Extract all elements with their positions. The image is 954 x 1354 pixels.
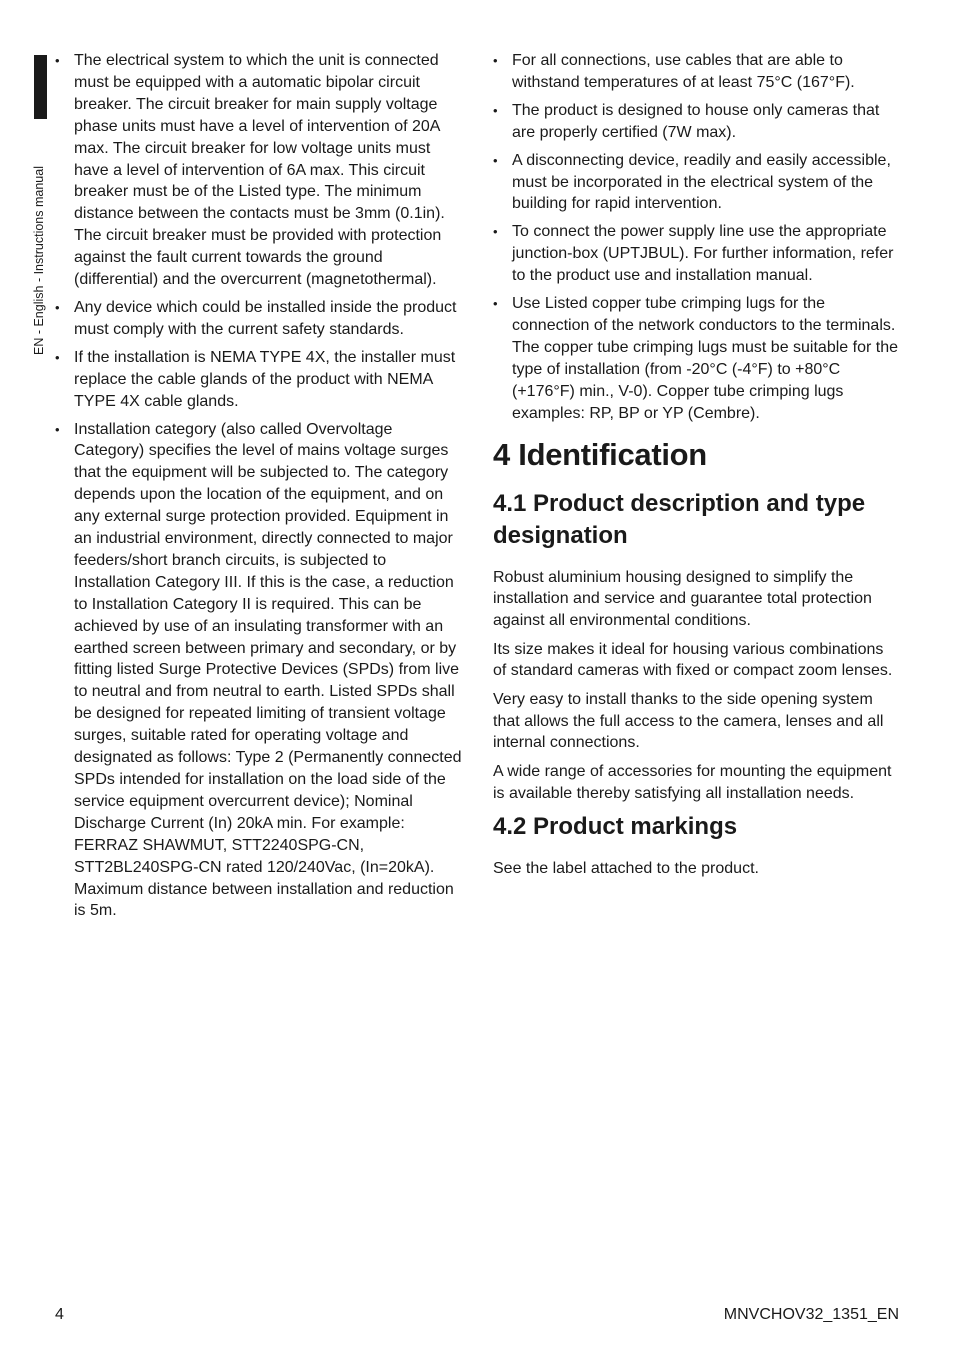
paragraph: Robust aluminium housing designed to simplify the installation and service and guarantee total protection against all environmental conditions. bbox=[493, 568, 872, 630]
bullet-icon: • bbox=[55, 421, 60, 437]
bullet-icon: • bbox=[55, 349, 60, 365]
list-item bbox=[55, 419, 463, 923]
bullet-text: A disconnecting device, readily and easily accessible, must be incorporated in the electrical system of the building for rapid intervention. bbox=[512, 151, 891, 213]
paragraph: See the label attached to the product. bbox=[493, 859, 759, 877]
bullet-icon: • bbox=[493, 224, 498, 240]
list-item bbox=[55, 347, 463, 413]
paragraph: Very easy to install thanks to the side opening system that allows the full access to the camera, lenses and all internal connections. bbox=[493, 690, 884, 752]
bullet-text: To connect the power supply line use the appropriate junction-box (UPTJBUL). For further information, refer to the product use and installation manual. bbox=[512, 223, 894, 285]
list-item bbox=[493, 150, 899, 216]
bullet-text: Installation category (also called Overvoltage Category) specifies the level of mains voltage surges that the equipment will be subjected to. The category depends upon the location of the equipment, and on any external surge protection provided. Equipment in an industrial environment, directly connected to major feeders/short branch circuits, is subjected to Installation Category III. If this is the case, a reduction to Installation Category II is required. This can be achieved by use of an insulating transformer with an earthed screen between primary and secondary, or by fitting listed Surge Protective Devices (SPDs) from live to neutral and from neutral to earth. Listed SPDs shall be designed for repeated limiting of transient voltage surges, suitable rated for operating voltage and designated as follows: Type 2 (Permanently connected SPDs intended for installation on the load side of the service equipment overcurrent device); Nominal Discharge Current (In) 20kA min. For example: FERRAZ SHAWMUT, STT2240SPG-CN, STT2BL240SPG-CN rated 120/240Vac, (In=20kA). Maximum distance between installation and reduction is 5m. bbox=[74, 420, 462, 920]
bullet-icon: • bbox=[493, 102, 498, 118]
bullet-text: Use Listed copper tube crimping lugs for the connection of the network conductors to the terminals. The copper tube crimping lugs must be suitable for the type of installation (from -20°C (-4°F) to +80°C (+176°F) min., V-0). Copper tube crimping lugs examples: RP, BP or YP (Cembre). bbox=[512, 295, 898, 422]
side-tab-marker bbox=[34, 55, 47, 119]
bullet-icon: • bbox=[55, 299, 60, 315]
bullet-icon: • bbox=[493, 152, 498, 168]
list-item bbox=[55, 297, 463, 341]
list-item bbox=[493, 100, 899, 144]
list-item bbox=[493, 50, 899, 94]
bullet-text: For all connections, use cables that are able to withstand temperatures of at least 75°C (167°F). bbox=[512, 52, 855, 91]
bullet-icon: • bbox=[55, 53, 60, 68]
left-bullet-list bbox=[55, 50, 463, 922]
right-column bbox=[493, 50, 899, 886]
bullet-icon: • bbox=[493, 296, 498, 312]
paragraph: A wide range of accessories for mounting the equipment is available thereby satisfying all installation needs. bbox=[493, 762, 892, 802]
bullet-text: The electrical system to which the unit is connected must be equipped with a automatic bipolar circuit breaker. The circuit breaker for main supply voltage phase units must have a level of intervention of 20A max. The circuit breaker for low voltage units must have a level of intervention of 6A max. This circuit breaker must be of the Listed type. The minimum distance between the contacts must be 3mm (0.1in). The circuit breaker must be provided with protection against the fault current towards the ground (differential) and the overcurrent (magnetothermal). bbox=[74, 52, 445, 289]
list-item bbox=[493, 293, 899, 424]
left-column bbox=[55, 50, 463, 928]
bullet-icon: • bbox=[493, 53, 498, 68]
subsection-title-product-description: 4.1 Product description and type designation bbox=[493, 489, 866, 549]
bullet-text: Any device which could be installed inside the product must comply with the current safety standards. bbox=[74, 298, 457, 338]
right-bullet-list bbox=[493, 50, 899, 425]
side-label: EN - English - Instructions manual bbox=[32, 166, 46, 355]
subsection-title-product-markings: 4.2 Product markings bbox=[493, 813, 738, 841]
page-number: 4 bbox=[55, 1306, 64, 1323]
paragraph: Its size makes it ideal for housing various combinations of standard cameras with fixed or compact zoom lenses. bbox=[493, 640, 893, 680]
section-title: 4 Identification bbox=[493, 436, 707, 472]
bullet-text: If the installation is NEMA TYPE 4X, the installer must replace the cable glands of the product with NEMA TYPE 4X cable glands. bbox=[74, 348, 456, 410]
list-item bbox=[55, 50, 463, 291]
list-item bbox=[493, 221, 899, 287]
document-code: MNVCHOV32_1351_EN bbox=[723, 1306, 899, 1323]
bullet-text: The product is designed to house only cameras that are properly certified (7W max). bbox=[512, 101, 880, 141]
